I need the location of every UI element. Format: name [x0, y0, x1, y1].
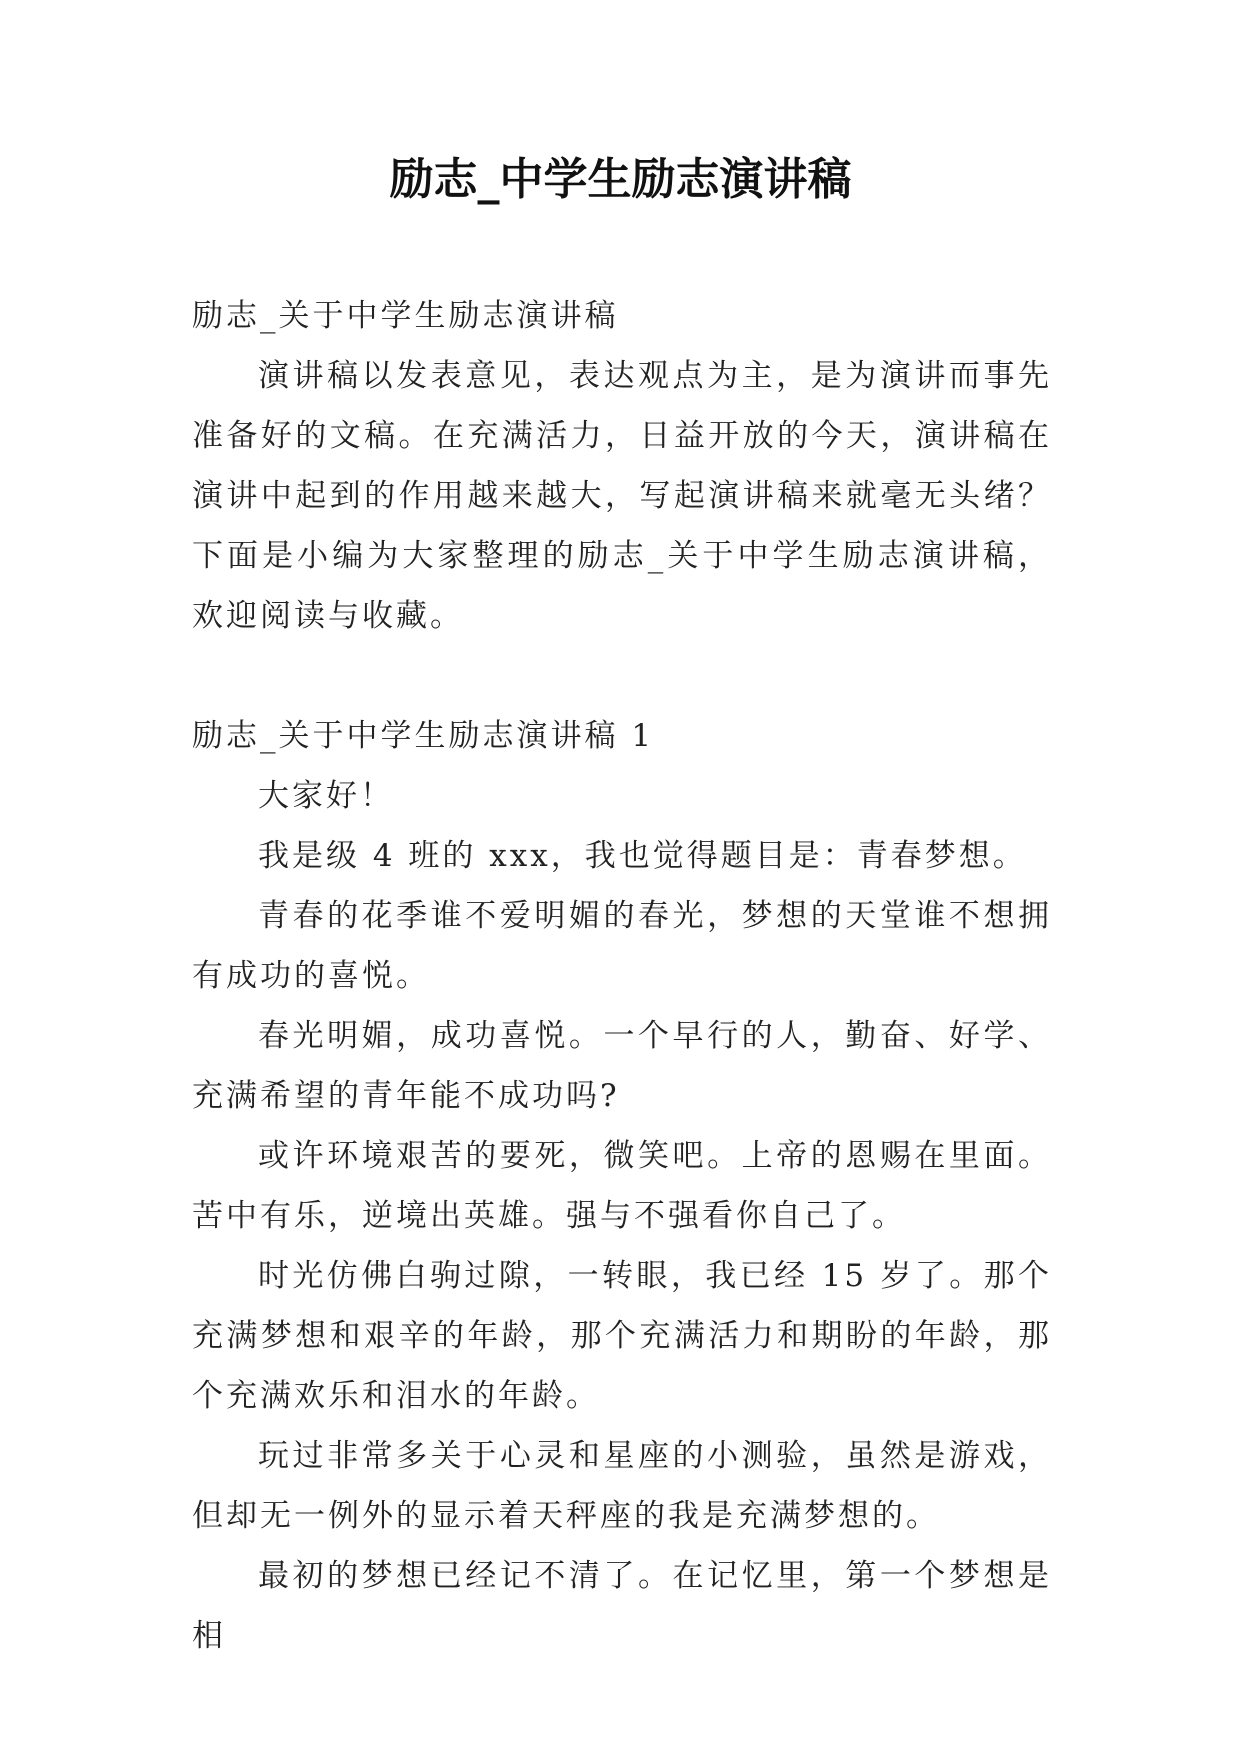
intro-heading: 励志_关于中学生励志演讲稿: [192, 298, 619, 334]
paragraph: 或许环境艰苦的要死，微笑吧。上帝的恩赐在里面。苦中有乐，逆境出英雄。强与不强看你自己了。: [192, 1138, 1052, 1234]
paragraph: 玩过非常多关于心灵和星座的小测验，虽然是游戏，但却无一例外的显示着天秤座的我是充满梦想的。: [192, 1438, 1052, 1534]
intro-paragraph: 演讲稿以发表意见，表达观点为主，是为演讲而事先准备好的文稿。在充满活力，日益开放的今天，演讲稿在演讲中起到的作用越来越大，写起演讲稿来就毫无头绪？下面是小编为大家整理的励志_关于中学生励志演讲稿，欢迎阅读与收藏。: [192, 358, 1052, 634]
section-spacer: [192, 646, 1052, 706]
paragraph: 春光明媚，成功喜悦。一个早行的人，勤奋、好学、充满希望的青年能不成功吗?: [192, 1018, 1052, 1114]
document-body: [192, 286, 1052, 1666]
paragraph: 我是级 4 班的 xxx，我也觉得题目是：青春梦想。: [258, 838, 1027, 874]
section-heading: 励志_关于中学生励志演讲稿 1: [192, 718, 655, 754]
document-title: 励志_中学生励志演讲稿: [389, 154, 852, 205]
paragraph: 时光仿佛白驹过隙，一转眼，我已经 15 岁了。那个充满梦想和艰辛的年龄，那个充满活力和期盼的年龄，那个充满欢乐和泪水的年龄。: [192, 1258, 1052, 1414]
paragraph: 青春的花季谁不爱明媚的春光，梦想的天堂谁不想拥有成功的喜悦。: [192, 898, 1052, 994]
paragraph: 大家好！: [258, 778, 394, 814]
paragraph: 最初的梦想已经记不清了。在记忆里，第一个梦想是相: [192, 1558, 1052, 1654]
